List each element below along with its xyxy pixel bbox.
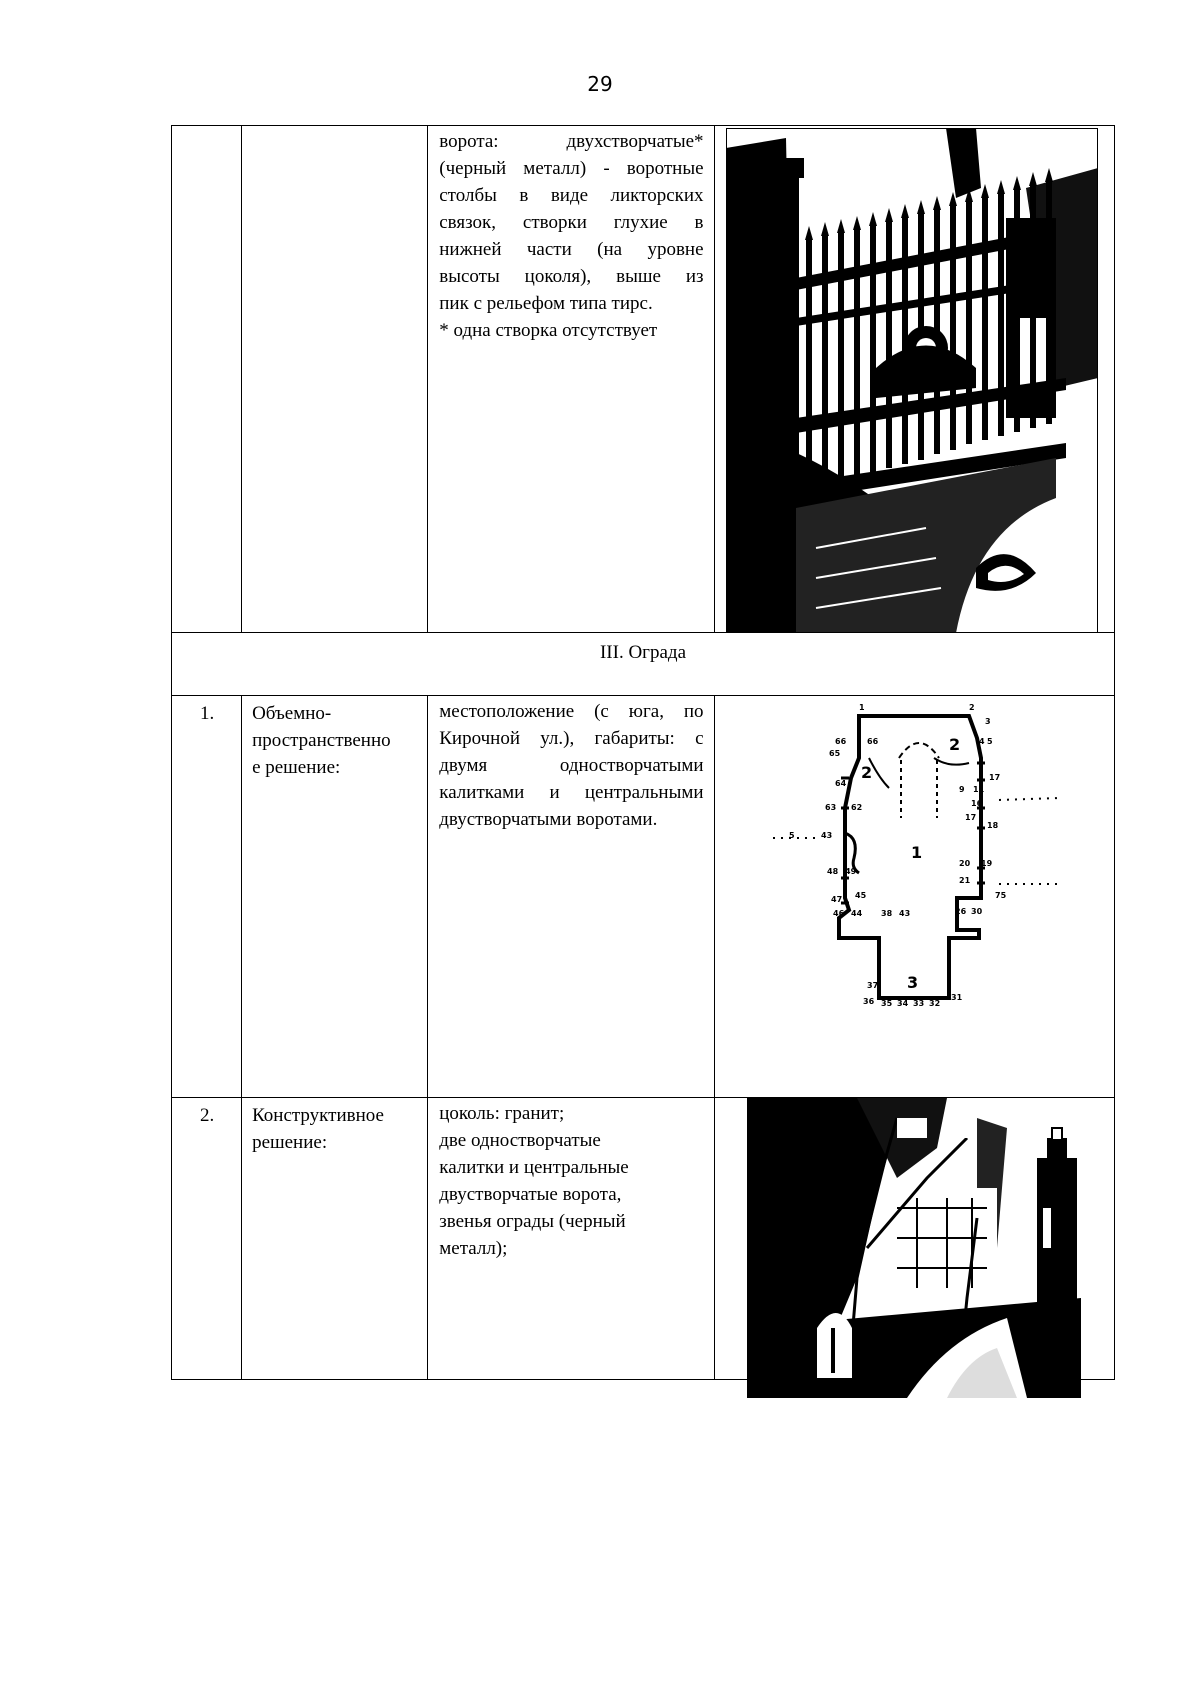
- item2-label: [242, 1098, 428, 1380]
- fence-plan-cell: [714, 696, 1114, 1098]
- svg-text:1: 1: [858, 703, 865, 712]
- page-number: 29: [587, 72, 613, 96]
- svg-text:17: 17: [988, 773, 1000, 782]
- item2-desc-line: двустворчатые ворота,: [439, 1184, 622, 1205]
- gate-footnote: * одна створка отсутствует: [439, 320, 658, 341]
- gate-desc-line: (черный металл) - воротные: [439, 158, 704, 179]
- table-row-gate: [172, 126, 1115, 633]
- item2-desc-line: цоколь: гранит;: [439, 1103, 565, 1124]
- item2-desc-line: металл);: [439, 1238, 508, 1259]
- svg-text:48: 48: [826, 867, 838, 876]
- item1-label-line: Объемно-: [252, 703, 332, 724]
- svg-text:43: 43: [820, 831, 832, 840]
- item1-label-line: е решение:: [252, 757, 341, 778]
- item1-desc-line: Кирочной ул.), габариты: с: [439, 728, 704, 749]
- svg-text:21: 21: [958, 876, 970, 885]
- svg-text:44: 44: [850, 909, 862, 918]
- item2-desc-line: звенья ограды (черный: [439, 1211, 626, 1232]
- svg-text:5: 5: [986, 737, 993, 746]
- svg-text:66: 66: [866, 737, 878, 746]
- svg-text:36: 36: [862, 997, 874, 1006]
- table-row-item2: [172, 1098, 1115, 1380]
- svg-text:45: 45: [854, 891, 866, 900]
- item1-desc-line: двустворчатыми воротами.: [439, 809, 658, 830]
- gate-description: [428, 126, 714, 633]
- cell-label-empty: [242, 126, 428, 633]
- section-title: III. Ограда: [172, 633, 1115, 696]
- svg-text:32: 32: [928, 999, 940, 1008]
- svg-text:38: 38: [880, 909, 892, 918]
- item2-label-line: решение:: [252, 1132, 328, 1153]
- plan-zone-label: 3: [906, 973, 918, 992]
- item2-description: [428, 1098, 714, 1380]
- item1-number: 1.: [172, 696, 242, 1098]
- svg-text:26: 26: [954, 907, 966, 916]
- fence-street-photo: [747, 1098, 1081, 1398]
- svg-text:4: 4: [978, 737, 985, 746]
- svg-text:47: 47: [830, 895, 842, 904]
- gate-desc-line: нижней части (на уровне: [439, 239, 704, 260]
- gate-photo: [726, 128, 1098, 633]
- svg-text:33: 33: [912, 999, 924, 1008]
- svg-text:9: 9: [958, 785, 965, 794]
- svg-text:35: 35: [880, 999, 892, 1008]
- svg-text:16: 16: [970, 799, 982, 808]
- item1-label: [242, 696, 428, 1098]
- svg-text:34: 34: [896, 999, 908, 1008]
- fence-photo-cell: [714, 1098, 1114, 1380]
- item1-description: [428, 696, 714, 1098]
- item2-label-line: Конструктивное: [252, 1105, 384, 1126]
- section-row: [172, 633, 1115, 696]
- gate-desc-line: ворота: двухстворчатые*: [439, 131, 704, 152]
- plan-zone-label: 2: [948, 735, 960, 754]
- gate-desc-line: высоты цоколя), выше из: [439, 266, 704, 287]
- item2-number: 2.: [172, 1098, 242, 1380]
- svg-text:19: 19: [980, 859, 992, 868]
- plan-zone-label: 1: [910, 843, 922, 862]
- cell-number-empty: [172, 126, 242, 633]
- svg-text:17: 17: [964, 813, 976, 822]
- svg-text:11: 11: [972, 785, 984, 794]
- item1-label-line: пространственно: [252, 730, 391, 751]
- svg-text:64: 64: [834, 779, 846, 788]
- gate-desc-line: связок, створки глухие в: [439, 212, 704, 233]
- svg-text:30: 30: [970, 907, 982, 916]
- svg-text:20: 20: [958, 859, 970, 868]
- svg-text:65: 65: [828, 749, 840, 758]
- svg-text:37: 37: [866, 981, 878, 990]
- item2-desc-line: две одностворчатые: [439, 1130, 601, 1151]
- fence-plan-diagram: [759, 698, 1063, 1028]
- table-row-item1: [172, 696, 1115, 1098]
- svg-text:3: 3: [984, 717, 991, 726]
- svg-text:46: 46: [832, 909, 844, 918]
- svg-text:66: 66: [834, 737, 846, 746]
- monument-table: [171, 125, 1115, 1380]
- gate-desc-line: столбы в виде ликторских: [439, 185, 704, 206]
- gate-photo-cell: [714, 126, 1114, 633]
- svg-text:31: 31: [950, 993, 962, 1002]
- svg-text:5: 5: [788, 831, 795, 840]
- svg-text:75: 75: [994, 891, 1006, 900]
- svg-text:63: 63: [824, 803, 836, 812]
- item1-desc-line: местоположение (с юга, по: [439, 701, 704, 722]
- item2-desc-line: калитки и центральные: [439, 1157, 629, 1178]
- svg-text:43: 43: [898, 909, 910, 918]
- svg-text:49: 49: [844, 867, 856, 876]
- item1-desc-line: калитками и центральными: [439, 782, 704, 803]
- gate-desc-line: пик с рельефом типа тирс.: [439, 293, 653, 314]
- plan-zone-label: 2: [860, 763, 872, 782]
- item1-desc-line: двумя одностворчатыми: [439, 755, 704, 776]
- svg-text:62: 62: [850, 803, 862, 812]
- svg-text:18: 18: [986, 821, 998, 830]
- svg-text:2: 2: [968, 703, 975, 712]
